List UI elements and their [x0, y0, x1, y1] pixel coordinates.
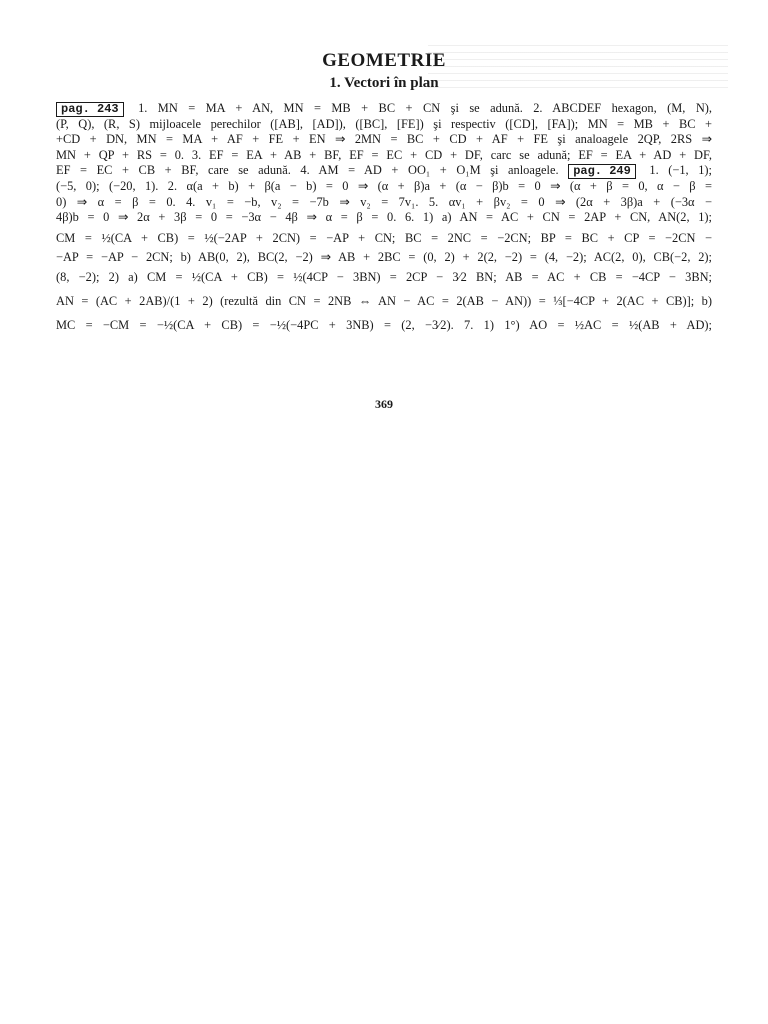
text-line-8	[56, 210, 712, 226]
text-line-12	[56, 289, 712, 313]
page-ref-box-249: pag. 249	[568, 164, 636, 179]
text-line-10	[56, 250, 712, 266]
page-number: 369	[375, 397, 393, 411]
text-line-11	[56, 265, 712, 289]
section-title: 1. Vectori în plan	[329, 75, 439, 91]
text-line-13-content: MC = −CM = −½(CA + CB) = −½(−4PC + 3NB) = (2, −3⁄2). 7. 1) 1°) AO = ½AC = ½(AB + AD);	[56, 318, 712, 333]
text-line-10-content: −AP = −AP − 2CN; b) AB(0, 2), BC(2, −2) ⇒ AB + 2BC = (0, 2) + 2(2, −2) = (4, −2); AC(2, 0), CB(−2, 2);	[56, 249, 712, 264]
text-line-5	[56, 163, 712, 179]
solutions-text	[56, 101, 712, 337]
text-line-3	[56, 132, 712, 148]
text-line-11-content: (8, −2); 2) a) CM = ½(CA + CB) = ½(4CP − 3BN) = 2CP − 3⁄2 BN; AB = AC + CB = −4CP − 3BN;	[56, 270, 712, 285]
text-line-3-content: +CD + DN, MN = MA + AF + FE + EN ⇒ 2MN = BC + CD + AF + FE şi analoagele 2QP, 2RS ⇒	[56, 132, 712, 147]
text-line-12-content: AN = (AC + 2AB)/(1 + 2) (rezultă din CN = 2NB ⇔ AN − AC = 2(AB − AN)) = ⅓[−4CP + 2(AC + CB)]; b)	[56, 294, 712, 309]
text-line-13	[56, 313, 712, 337]
text-line-6-content: (−5, 0); (−20, 1). 2. α(a + b) + β(a − b) = 0 ⇒ (α + β)a + (α − β)b = 0 ⇒ (α + β = 0, α − β =	[56, 178, 712, 193]
text-line-6	[56, 179, 712, 195]
text-line-1-content: 1. MN = MA + AN, MN = MB + BC + CN şi se adună. 2. ABCDEF hexagon, (M, N),	[138, 101, 712, 115]
text-line-9	[56, 226, 712, 250]
text-line-2-content: (P, Q), (R, S) mijloacele perechilor ([AB], [AD]), ([BC], [FE]) şi respectiv ([CD], [FA]); MN = MB + BC +	[56, 116, 712, 131]
text-line-5-content: EF = EC + CB + BF, care se adună. 4. AM = AD + OO₁ + O₁M şi anloagele.	[56, 163, 559, 178]
text-line-4-content: MN + QP + RS = 0. 3. EF = EA + AB + BF, EF = EC + CD + DF, carc se adună; EF = EA + AD + DF,	[56, 147, 712, 162]
page-title: GEOMETRIE	[322, 50, 446, 71]
text-line-5-tail: 1. (−1, 1);	[649, 163, 712, 178]
text-line-7-content: 0) ⇒ α = β = 0. 4. v₁ = −b, v₂ = −7b ⇒ v₂ = 7v₁. 5. αv₁ + βv₂ = 0 ⇒ (2α + 3β)a + (−3α −	[56, 194, 712, 209]
text-line-7	[56, 195, 712, 211]
text-line-1	[56, 101, 712, 117]
text-line-9-content: CM = ½(CA + CB) = ½(−2AP + 2CN) = −AP + CN; BC = 2NC = −2CN; BP = BC + CP = −2CN −	[56, 230, 712, 245]
text-line-2	[56, 117, 712, 133]
text-line-4	[56, 148, 712, 164]
text-line-8-content: 4β)b = 0 ⇒ 2α + 3β = 0 = −3α − 4β ⇒ α = β = 0. 6. 1) a) AN = AC + CN = 2AP + CN, AN(2, 1);	[56, 210, 712, 225]
page-ref-box-243: pag. 243	[56, 102, 124, 117]
